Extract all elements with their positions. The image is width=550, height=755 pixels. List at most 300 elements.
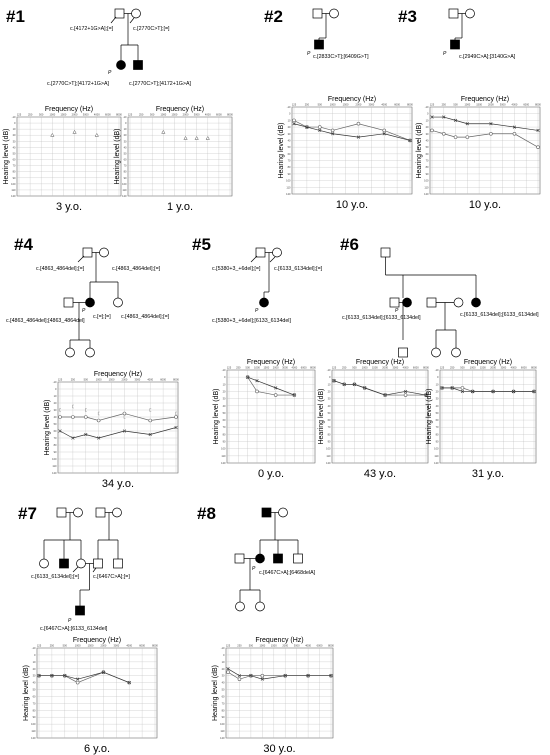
y-tick-label: 70 (327, 426, 331, 430)
x-tick-label: 8000 (531, 366, 537, 370)
female-symbol (100, 248, 109, 257)
x-tick-label: 4000 (291, 366, 298, 370)
male-symbol (313, 9, 322, 18)
y-tick-label: 120 (31, 737, 36, 740)
y-tick-label: 60 (435, 419, 439, 423)
audiogram (416, 96, 541, 211)
x-tick-label: 250 (342, 366, 347, 370)
male-symbol (115, 9, 124, 18)
y-tick-label: 40 (123, 146, 127, 150)
x-tick-label: 250 (441, 103, 446, 107)
x-axis-title: Frequency (Hz) (246, 359, 296, 366)
y-tick-label: 110 (326, 454, 331, 458)
variant-label: c.[6467C>A];[6468delA] (259, 570, 316, 576)
x-tick-label: 1000 (254, 366, 260, 370)
x-tick-label: 500 (83, 378, 88, 382)
y-tick-label: -10 (122, 116, 127, 119)
x-tick-label: 250 (27, 113, 33, 117)
y-axis-title: Hearing level (dB) (23, 664, 30, 722)
x-tick-label: 8000 (173, 378, 179, 382)
x-tick-label: 4000 (147, 378, 154, 382)
x-axis-title: Frequency (Hz) (463, 359, 513, 366)
y-tick-label: 20 (287, 126, 291, 130)
proband-marker: P (68, 618, 72, 624)
y-tick-label: 0 (34, 653, 36, 657)
female-symbol (279, 508, 288, 517)
x-tick-label: 1000 (469, 366, 476, 370)
x-tick-label: 4000 (204, 113, 211, 117)
family-label: #3 (398, 7, 417, 26)
y-axis-title: Hearing level (dB) (114, 128, 121, 185)
male-symbol (427, 298, 436, 307)
x-tick-label: 500 (248, 644, 254, 648)
y-tick-label: 60 (425, 152, 429, 156)
data-point-circle (261, 674, 264, 677)
x-tick-label: 3000 (392, 366, 399, 370)
variant-label: c.[6133_6134del];[6133_6134del] (342, 315, 421, 321)
y-tick-label: 100 (326, 447, 331, 451)
y-tick-label: 110 (424, 186, 429, 190)
y-tick-label: 0 (437, 376, 439, 380)
y-tick-label: 100 (424, 179, 429, 183)
x-tick-label: 1500 (371, 366, 378, 370)
x-tick-label: 4000 (93, 113, 100, 117)
audiogram-frame (440, 370, 536, 463)
y-tick-label: 0 (125, 122, 127, 126)
y-tick-label: 20 (53, 402, 57, 405)
data-point-circle (513, 132, 516, 135)
x-tick-label: 125 (439, 366, 445, 370)
family-label: #7 (18, 504, 37, 523)
variant-label: c.[2770C>T];[4172+1G>A] (47, 81, 109, 87)
family-label: #5 (192, 235, 211, 254)
y-tick-label: 90 (221, 716, 225, 720)
data-point-circle (442, 132, 445, 135)
y-tick-label: 10 (32, 660, 36, 664)
y-tick-label: 30 (221, 674, 225, 678)
x-tick-label: 125 (127, 113, 133, 117)
x-tick-label: 125 (57, 378, 63, 382)
y-tick-label: 60 (123, 158, 127, 162)
audiogram-frame (37, 648, 157, 738)
y-tick-label: 10 (327, 383, 331, 387)
proband-marker: P (307, 51, 311, 57)
y-tick-label: -10 (434, 369, 439, 372)
y-tick-label: 40 (12, 146, 16, 150)
data-point-circle (84, 416, 87, 419)
x-tick-label: 250 (304, 103, 310, 107)
y-tick-label: 10 (53, 395, 57, 398)
family-5-pedigree (192, 235, 323, 324)
data-point-circle (431, 129, 434, 132)
y-tick-label: 100 (220, 723, 225, 727)
x-tick-label: 250 (236, 366, 241, 370)
x-tick-label: 8000 (535, 103, 541, 107)
affected-female-symbol (117, 61, 126, 70)
y-tick-label: 110 (52, 465, 57, 468)
y-tick-label: 80 (287, 166, 291, 170)
female-symbol (432, 348, 441, 357)
variant-label: c.[6133_6134del];[=] (274, 266, 323, 272)
affected-male-symbol (262, 508, 271, 517)
y-tick-label: 0 (55, 388, 57, 391)
male-symbol (83, 248, 92, 257)
y-tick-label: 20 (425, 126, 429, 130)
y-tick-label: 50 (53, 423, 57, 426)
y-tick-label: 100 (286, 179, 291, 183)
carrier-arrow (111, 17, 116, 23)
x-axis-title: Frequency (Hz) (155, 106, 205, 113)
x-tick-label: 8000 (310, 366, 316, 370)
y-tick-label: 120 (52, 472, 57, 475)
x-tick-label: 2000 (272, 366, 279, 370)
male-symbol (114, 559, 123, 568)
audiogram (3, 106, 122, 213)
y-tick-label: 40 (53, 416, 57, 419)
x-tick-label: 4000 (510, 366, 517, 370)
data-point-circle (256, 390, 259, 393)
y-axis-title: Hearing level (dB) (213, 388, 220, 445)
x-tick-label: 4000 (381, 103, 388, 107)
x-tick-label: 4000 (126, 644, 133, 648)
affected-male-symbol (76, 606, 85, 615)
audiogram-frame (430, 107, 540, 194)
female-symbol (74, 508, 83, 517)
y-tick-label: 40 (221, 681, 225, 685)
female-symbol (132, 9, 141, 18)
variant-label: c.[=];[=] (93, 314, 111, 320)
y-tick-label: 110 (286, 186, 291, 190)
x-tick-label: 2000 (355, 103, 362, 107)
x-tick-label: 1000 (464, 103, 471, 107)
male-symbol (256, 248, 265, 257)
y-tick-label: 120 (326, 462, 331, 465)
y-tick-label: 110 (434, 454, 439, 458)
proband-marker: P (443, 51, 447, 57)
variant-label: c.[2770C>T];[=] (133, 26, 170, 32)
family-8-pedigree (197, 504, 316, 611)
y-tick-label: 10 (435, 383, 439, 387)
y-tick-label: 120 (11, 195, 16, 198)
audiogram-frame (58, 382, 178, 473)
y-tick-label: 60 (12, 158, 16, 162)
affected-male-symbol (315, 40, 324, 49)
variant-label: c.[4863_4864del];[=] (36, 266, 85, 272)
family-label: #1 (6, 7, 25, 26)
y-tick-label: 50 (123, 152, 127, 156)
y-tick-label: 120 (424, 193, 429, 196)
family-label: #4 (14, 235, 33, 254)
x-axis-title: Frequency (Hz) (355, 359, 405, 366)
variant-label: c.[2949C>A];[3140G>A] (459, 54, 516, 60)
y-tick-label: 90 (425, 172, 429, 176)
y-tick-label: 10 (123, 128, 127, 132)
audiogram (213, 359, 316, 480)
male-symbol (64, 298, 73, 307)
x-tick-label: 1000 (329, 103, 336, 107)
audiogram (114, 106, 233, 213)
audiogram (212, 637, 334, 755)
y-tick-label: -10 (221, 369, 226, 372)
x-tick-label: 250 (70, 378, 76, 382)
y-tick-label: 0 (427, 112, 429, 116)
audiogram (278, 96, 413, 211)
audiogram-frame (17, 117, 121, 196)
y-tick-label: 90 (287, 172, 291, 176)
data-point-circle (383, 129, 386, 132)
y-tick-label: -10 (11, 116, 16, 119)
x-tick-label: 500 (352, 366, 357, 370)
y-tick-label: 80 (222, 433, 226, 437)
x-tick-label: 125 (36, 644, 42, 648)
y-tick-label: 10 (222, 383, 226, 387)
x-tick-label: 6000 (160, 378, 167, 382)
x-tick-label: 8000 (423, 366, 429, 370)
affected-male-symbol (451, 40, 460, 49)
x-tick-label: 1500 (270, 644, 277, 648)
female-symbol (114, 298, 123, 307)
female-symbol (466, 9, 475, 18)
x-tick-label: 250 (237, 644, 242, 648)
audiogram (44, 371, 179, 490)
x-axis-title: Frequency (Hz) (327, 96, 377, 103)
female-symbol (330, 9, 339, 18)
family-3-pedigree (398, 7, 516, 60)
x-tick-label: 6000 (394, 103, 401, 107)
carrier-arrow (270, 257, 275, 262)
data-point-circle (461, 386, 464, 389)
data-point-circle (71, 416, 74, 419)
x-axis-title: Frequency (Hz) (93, 371, 143, 378)
x-tick-label: 1000 (95, 378, 102, 382)
y-tick-label: 120 (220, 737, 225, 740)
data-point-circle (318, 126, 321, 129)
y-tick-label: 60 (221, 695, 225, 699)
x-tick-label: 6000 (316, 644, 323, 648)
data-point-circle (59, 416, 62, 419)
age-label: 30 y.o. (263, 743, 296, 755)
x-tick-label: 1500 (60, 113, 67, 117)
y-tick-label: 70 (12, 164, 16, 168)
y-axis-title: Hearing level (dB) (318, 388, 325, 445)
family-label: #6 (340, 235, 359, 254)
female-symbol (113, 508, 122, 517)
y-tick-label: 110 (11, 188, 16, 192)
x-tick-label: 125 (291, 103, 297, 107)
data-point-circle (175, 416, 178, 419)
y-tick-label: -10 (220, 647, 225, 650)
affected-female-symbol (256, 554, 265, 563)
data-point-circle (149, 419, 152, 422)
x-tick-label: 4000 (511, 103, 518, 107)
age-label: 6 y.o. (83, 743, 111, 755)
y-tick-label: 20 (123, 134, 127, 138)
x-tick-label: 500 (245, 366, 250, 370)
y-tick-label: 10 (221, 660, 225, 664)
x-tick-label: 250 (450, 366, 455, 370)
y-tick-label: 20 (221, 667, 225, 671)
y-tick-label: 80 (425, 166, 429, 170)
x-tick-label: 1500 (479, 366, 486, 370)
x-tick-label: 2000 (182, 113, 189, 117)
y-tick-label: 30 (287, 132, 291, 136)
x-axis-title: Frequency (Hz) (44, 106, 94, 113)
family-1-pedigree (6, 7, 192, 87)
y-tick-label: 60 (32, 695, 36, 699)
x-tick-label: 125 (429, 103, 435, 107)
affected-female-symbol (260, 298, 269, 307)
age-label: 0 y.o. (257, 468, 285, 480)
male-symbol (294, 554, 303, 563)
y-tick-label: 60 (327, 419, 331, 423)
x-tick-label: 2000 (487, 103, 494, 107)
female-symbol (236, 602, 245, 611)
data-point-circle (537, 146, 540, 149)
age-label: 10 y.o. (468, 199, 502, 211)
y-tick-label: 40 (287, 139, 291, 143)
x-tick-label: 125 (226, 366, 232, 370)
family-label: #2 (264, 7, 283, 26)
audiogram-frame (226, 648, 333, 738)
y-tick-label: 110 (122, 188, 127, 192)
x-axis-title: Frequency (Hz) (460, 96, 510, 103)
carrier-arrow (93, 568, 96, 572)
female-symbol (452, 348, 461, 357)
data-point-circle (357, 122, 360, 125)
x-tick-label: 8000 (328, 644, 334, 648)
x-tick-label: 500 (39, 113, 44, 117)
y-tick-label: 40 (222, 404, 226, 408)
x-tick-label: 8000 (227, 113, 233, 117)
y-tick-label: 50 (425, 146, 429, 150)
data-point-circle (331, 129, 334, 132)
female-symbol (66, 348, 75, 357)
y-tick-label: 70 (222, 426, 226, 430)
x-axis-title: Frequency (Hz) (72, 637, 122, 644)
y-tick-label: 100 (11, 182, 16, 186)
x-tick-label: 1000 (259, 644, 266, 648)
y-tick-label: 60 (53, 430, 57, 433)
variant-label: c.[6133_6134del];[6133_6134del] (460, 312, 539, 318)
y-tick-label: 0 (329, 376, 331, 380)
x-tick-label: 8000 (116, 113, 122, 117)
x-tick-label: 1000 (361, 366, 368, 370)
variant-label: c.[4863_4864del];[=] (121, 314, 170, 320)
x-tick-label: 125 (331, 366, 337, 370)
y-tick-label: 90 (53, 451, 57, 454)
x-tick-label: 2000 (71, 113, 78, 117)
variant-label: c.[5380+3_+6del];[=] (212, 266, 261, 272)
affected-male-symbol (134, 61, 143, 70)
variant-label: c.[4863_4864del];[=] (112, 266, 161, 272)
y-tick-label: 80 (327, 433, 331, 437)
family-7-pedigree (18, 504, 130, 632)
male-symbol (381, 248, 390, 257)
y-tick-label: 120 (434, 462, 439, 465)
x-tick-label: 500 (62, 644, 67, 648)
y-tick-label: -10 (326, 369, 331, 372)
x-tick-label: 1500 (108, 378, 115, 382)
data-point-circle (97, 419, 100, 422)
y-tick-label: 0 (223, 653, 225, 657)
affected-female-symbol (472, 298, 481, 307)
x-tick-label: 500 (460, 366, 465, 370)
y-tick-label: 90 (327, 440, 331, 444)
male-symbol (449, 9, 458, 18)
y-tick-label: 50 (32, 688, 36, 692)
variant-label: c.[6133_6134del];[=] (31, 574, 80, 580)
male-symbol (94, 559, 103, 568)
y-tick-label: 30 (435, 397, 439, 401)
y-tick-label: 60 (287, 152, 291, 156)
audiogram-frame (128, 117, 232, 196)
data-point-circle (274, 394, 277, 397)
age-label: 1 y.o. (166, 201, 194, 213)
affected-female-symbol (403, 298, 412, 307)
y-tick-label: 80 (221, 709, 225, 713)
y-tick-label: 50 (287, 146, 291, 150)
female-symbol (454, 298, 463, 307)
y-tick-label: 30 (53, 409, 57, 412)
y-tick-label: -10 (52, 381, 57, 384)
y-tick-label: 120 (122, 195, 127, 198)
proband-marker: P (255, 308, 259, 314)
x-tick-label: 2000 (100, 644, 107, 648)
y-tick-label: 80 (435, 433, 439, 437)
y-tick-label: 50 (12, 152, 16, 156)
proband-marker: P (395, 308, 399, 314)
y-tick-label: -10 (286, 106, 291, 109)
y-tick-label: 50 (222, 411, 226, 415)
y-tick-label: 20 (327, 390, 331, 394)
age-label: 34 y.o. (101, 478, 135, 490)
x-tick-label: 250 (138, 113, 144, 117)
y-tick-label: 120 (221, 462, 226, 465)
y-tick-label: 80 (123, 170, 127, 174)
x-tick-label: 8000 (407, 103, 413, 107)
y-tick-label: 90 (222, 440, 226, 444)
data-point-circle (293, 119, 296, 122)
x-tick-label: 3000 (368, 103, 375, 107)
y-tick-label: 60 (222, 419, 226, 423)
proband-marker: P (108, 70, 112, 76)
y-tick-label: 120 (286, 193, 291, 196)
x-tick-label: 3000 (499, 103, 506, 107)
y-tick-label: 20 (435, 390, 439, 394)
y-tick-label: 70 (287, 159, 291, 163)
y-tick-label: 30 (32, 674, 36, 678)
y-tick-label: 20 (222, 390, 226, 394)
variant-label: c.[5380+3_+6del];[6133_6134del] (212, 318, 291, 324)
y-axis-title: Hearing level (dB) (278, 122, 285, 179)
x-tick-label: 1500 (171, 113, 178, 117)
male-symbol (96, 508, 105, 517)
x-tick-label: 1500 (263, 366, 270, 370)
y-tick-label: 90 (32, 716, 36, 720)
x-tick-label: 500 (453, 103, 458, 107)
data-point-circle (404, 394, 407, 397)
audiogram (23, 637, 158, 755)
age-label: 43 y.o. (363, 468, 397, 480)
x-tick-label: 3000 (82, 113, 89, 117)
audiogram-frame (292, 107, 412, 194)
data-point-circle (227, 671, 230, 674)
male-symbol (57, 508, 66, 517)
y-tick-label: 70 (435, 426, 439, 430)
x-tick-label: 125 (16, 113, 22, 117)
affected-male-symbol (60, 559, 69, 568)
data-point-circle (489, 132, 492, 135)
